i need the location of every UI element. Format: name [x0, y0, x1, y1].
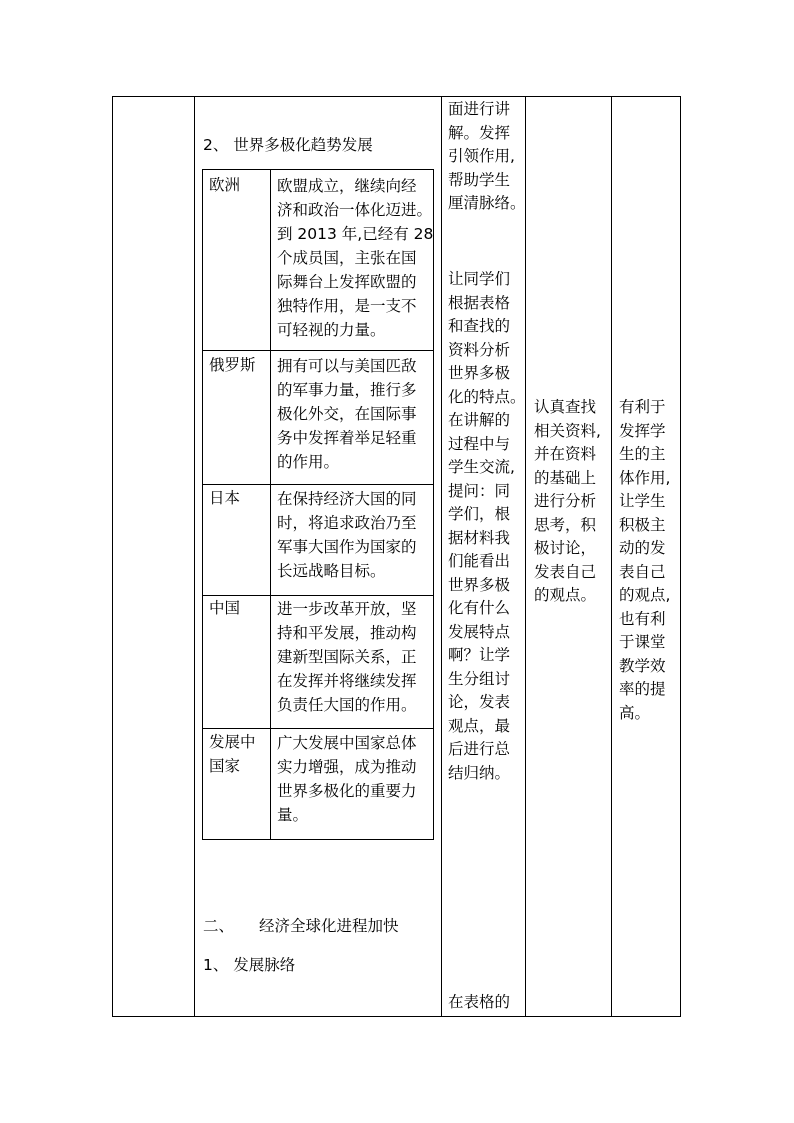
teacher-activity-text: 在表格的	[448, 993, 511, 1011]
sub-heading: 1、 发展脉络	[203, 956, 296, 974]
design-intent-text: 有利于 发挥学 生的主 体作用, 让学生 积极主 动的发 表自己 的观点, 也有利 于课堂 教学效 率的提 高。	[619, 398, 671, 722]
inner-row-divider	[202, 595, 434, 596]
inner-column-divider	[270, 169, 271, 840]
section-heading: 2、 世界多极化趋势发展	[203, 136, 373, 154]
region-label: 欧洲	[209, 176, 241, 194]
inner-row-divider	[202, 484, 434, 485]
region-description: 在保持经济大国的同 时，将追求政治乃至 军事大国作为国家的 长远战略目标。	[277, 490, 417, 580]
region-label: 日本	[209, 489, 241, 507]
region-description: 拥有可以与美国匹敌 的军事力量，推行多 极化外交，在国际事 务中发挥着举足轻重 的作用。	[277, 357, 417, 471]
inner-row-divider	[202, 728, 434, 729]
region-description: 广大发展中国家总体 实力增强，成为推动 世界多极化的重要力 量。	[277, 734, 417, 824]
teacher-activity-text: 让同学们 根据表格 和查找的 资料分析 世界多极 化的特点。 在讲解的 过程中与 学生交流, 提问：同 学们，根 据材料我 们能看出 世界多极 化有什么 发展特点 啊？让学 生分组讨 论，发表 观点，最 后进行总 结归纳。	[448, 270, 526, 782]
section-title: 经济全球化进程加快	[259, 917, 399, 935]
column-divider	[611, 96, 612, 1017]
region-label: 中国	[209, 599, 241, 617]
teacher-activity-text: 面进行讲 解。发挥 引领作用, 帮助学生 厘清脉络。	[448, 100, 526, 212]
inner-row-divider	[202, 350, 434, 351]
region-label: 发展中 国家	[209, 733, 256, 775]
column-divider	[194, 96, 195, 1017]
region-label: 俄罗斯	[209, 356, 256, 374]
column-divider	[441, 96, 442, 1017]
section-number: 二、	[203, 917, 235, 935]
student-activity-text: 认真查找 相关资料, 并在资料 的基础上 进行分析 思考，积 极讨论， 发表自己 的观点。	[534, 398, 601, 604]
region-description: 进一步改革开放，坚 持和平发展，推动构 建新型国际关系，正 在发挥并将继续发挥 负责任大国的作用。	[277, 600, 417, 714]
region-description: 欧盟成立，继续向经 济和政治一体化迈进。 到 2013 年,已经有 28 个成员国，主张在国 际舞台上发挥欧盟的 独特作用，是一支不 可轻视的力量。	[277, 177, 434, 339]
